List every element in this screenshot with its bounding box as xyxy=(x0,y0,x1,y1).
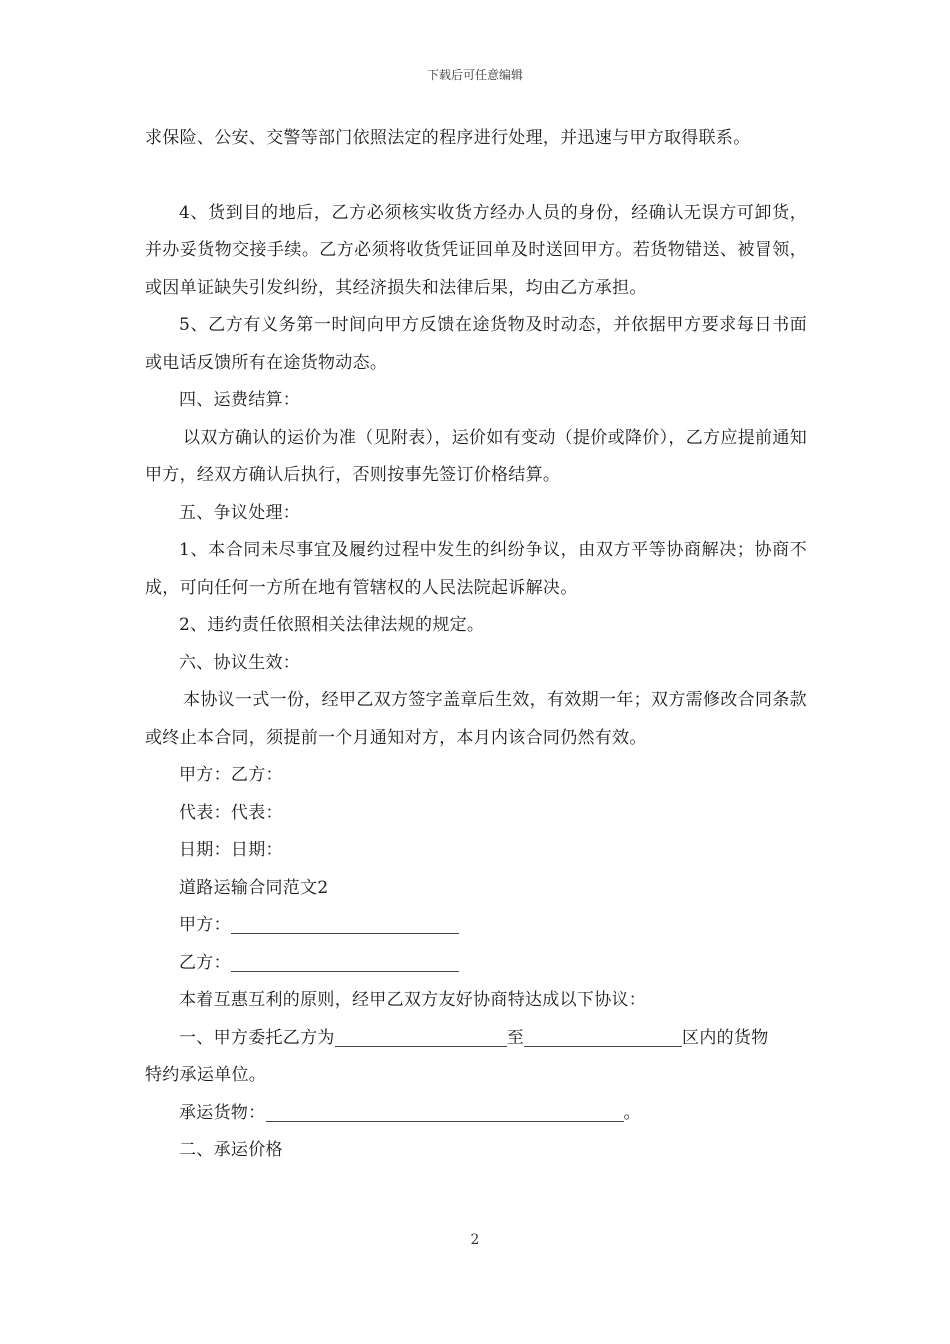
clause-1-mid: 至 xyxy=(506,1027,525,1048)
clause-1-prefix: 一、甲方委托乙方为 xyxy=(179,1027,335,1048)
paragraph-intro: 本着互惠互利的原则，经甲乙双方友好协商特达成以下协议： xyxy=(179,990,647,1010)
clause-1-line xyxy=(145,1020,807,1058)
clause-1-suffix: 区内的货物 xyxy=(682,1027,769,1048)
paragraph-freight-settlement: 以双方确认的运价为准（见附表），运价如有变动（提价或降价），乙方应提前通知甲方，经双方确认后执行，否则按事先签订价格结算。 xyxy=(145,427,807,485)
page-header: 下载后可任意编辑 xyxy=(426,68,523,82)
party-a-label: 甲方： xyxy=(179,915,231,935)
paragraph-continued: 求保险、公安、交警等部门依照法定的程序进行处理，并迅速与甲方取得联系。 xyxy=(145,128,751,148)
heading-agreement-effect: 六、协议生效： xyxy=(179,652,301,673)
cargo-end: 。 xyxy=(623,1102,641,1123)
party-b-line xyxy=(145,945,807,983)
paragraph-agreement-effect: 本协议一式一份，经甲乙双方签字盖章后生效，有效期一年；双方需修改合同条款或终止本合同，须提前一个月通知对方，本月内该合同仍然有效。 xyxy=(145,690,807,748)
section-title-contract-2: 道路运输合同范文2 xyxy=(179,877,329,898)
page-number: 2 xyxy=(470,1232,480,1248)
document-body xyxy=(145,120,807,1170)
cargo-label: 承运货物： xyxy=(179,1102,266,1123)
paragraph-gap xyxy=(145,158,807,195)
paragraph-dispute-1: 1、本合同未尽事宜及履约过程中发生的纠纷争议，由双方平等协商解决；协商不成，可向任何一方所在地有管辖权的人民法院起诉解决。 xyxy=(145,540,807,598)
heading-carriage-price: 二、承运价格 xyxy=(179,1140,283,1160)
party-b-blank xyxy=(231,949,459,972)
cargo-line xyxy=(145,1095,807,1133)
heading-freight-settlement: 四、运费结算： xyxy=(179,390,301,410)
signature-parties: 甲方：乙方： xyxy=(179,765,283,785)
party-a-line xyxy=(145,907,807,945)
paragraph-clause-5: 5、乙方有义务第一时间向甲方反馈在途货物及时动态，并依据甲方要求每日书面或电话反馈所有在途货物动态。 xyxy=(145,315,807,373)
paragraph-clause-4: 4、货到目的地后，乙方必须核实收货方经办人员的身份，经确认无误方可卸货，并办妥货物交接手续。乙方必须将收货凭证回单及时送回甲方。若货物错送、被冒领，或因单证缺失引发纠纷，其经济损失和法律后果，均由乙方承担。 xyxy=(145,202,807,298)
paragraph-dispute-2: 2、违约责任依照相关法律法规的规定。 xyxy=(179,615,485,635)
destination-blank xyxy=(524,1024,682,1047)
signature-dates: 日期：日期： xyxy=(179,840,283,860)
cargo-blank xyxy=(266,1099,624,1122)
signature-representatives: 代表：代表： xyxy=(179,802,283,823)
heading-dispute-handling: 五、争议处理： xyxy=(179,502,301,523)
clause-1-continued: 特约承运单位。 xyxy=(145,1065,267,1085)
party-b-label: 乙方： xyxy=(179,952,231,973)
origin-blank xyxy=(335,1024,507,1047)
party-a-blank xyxy=(231,911,459,934)
